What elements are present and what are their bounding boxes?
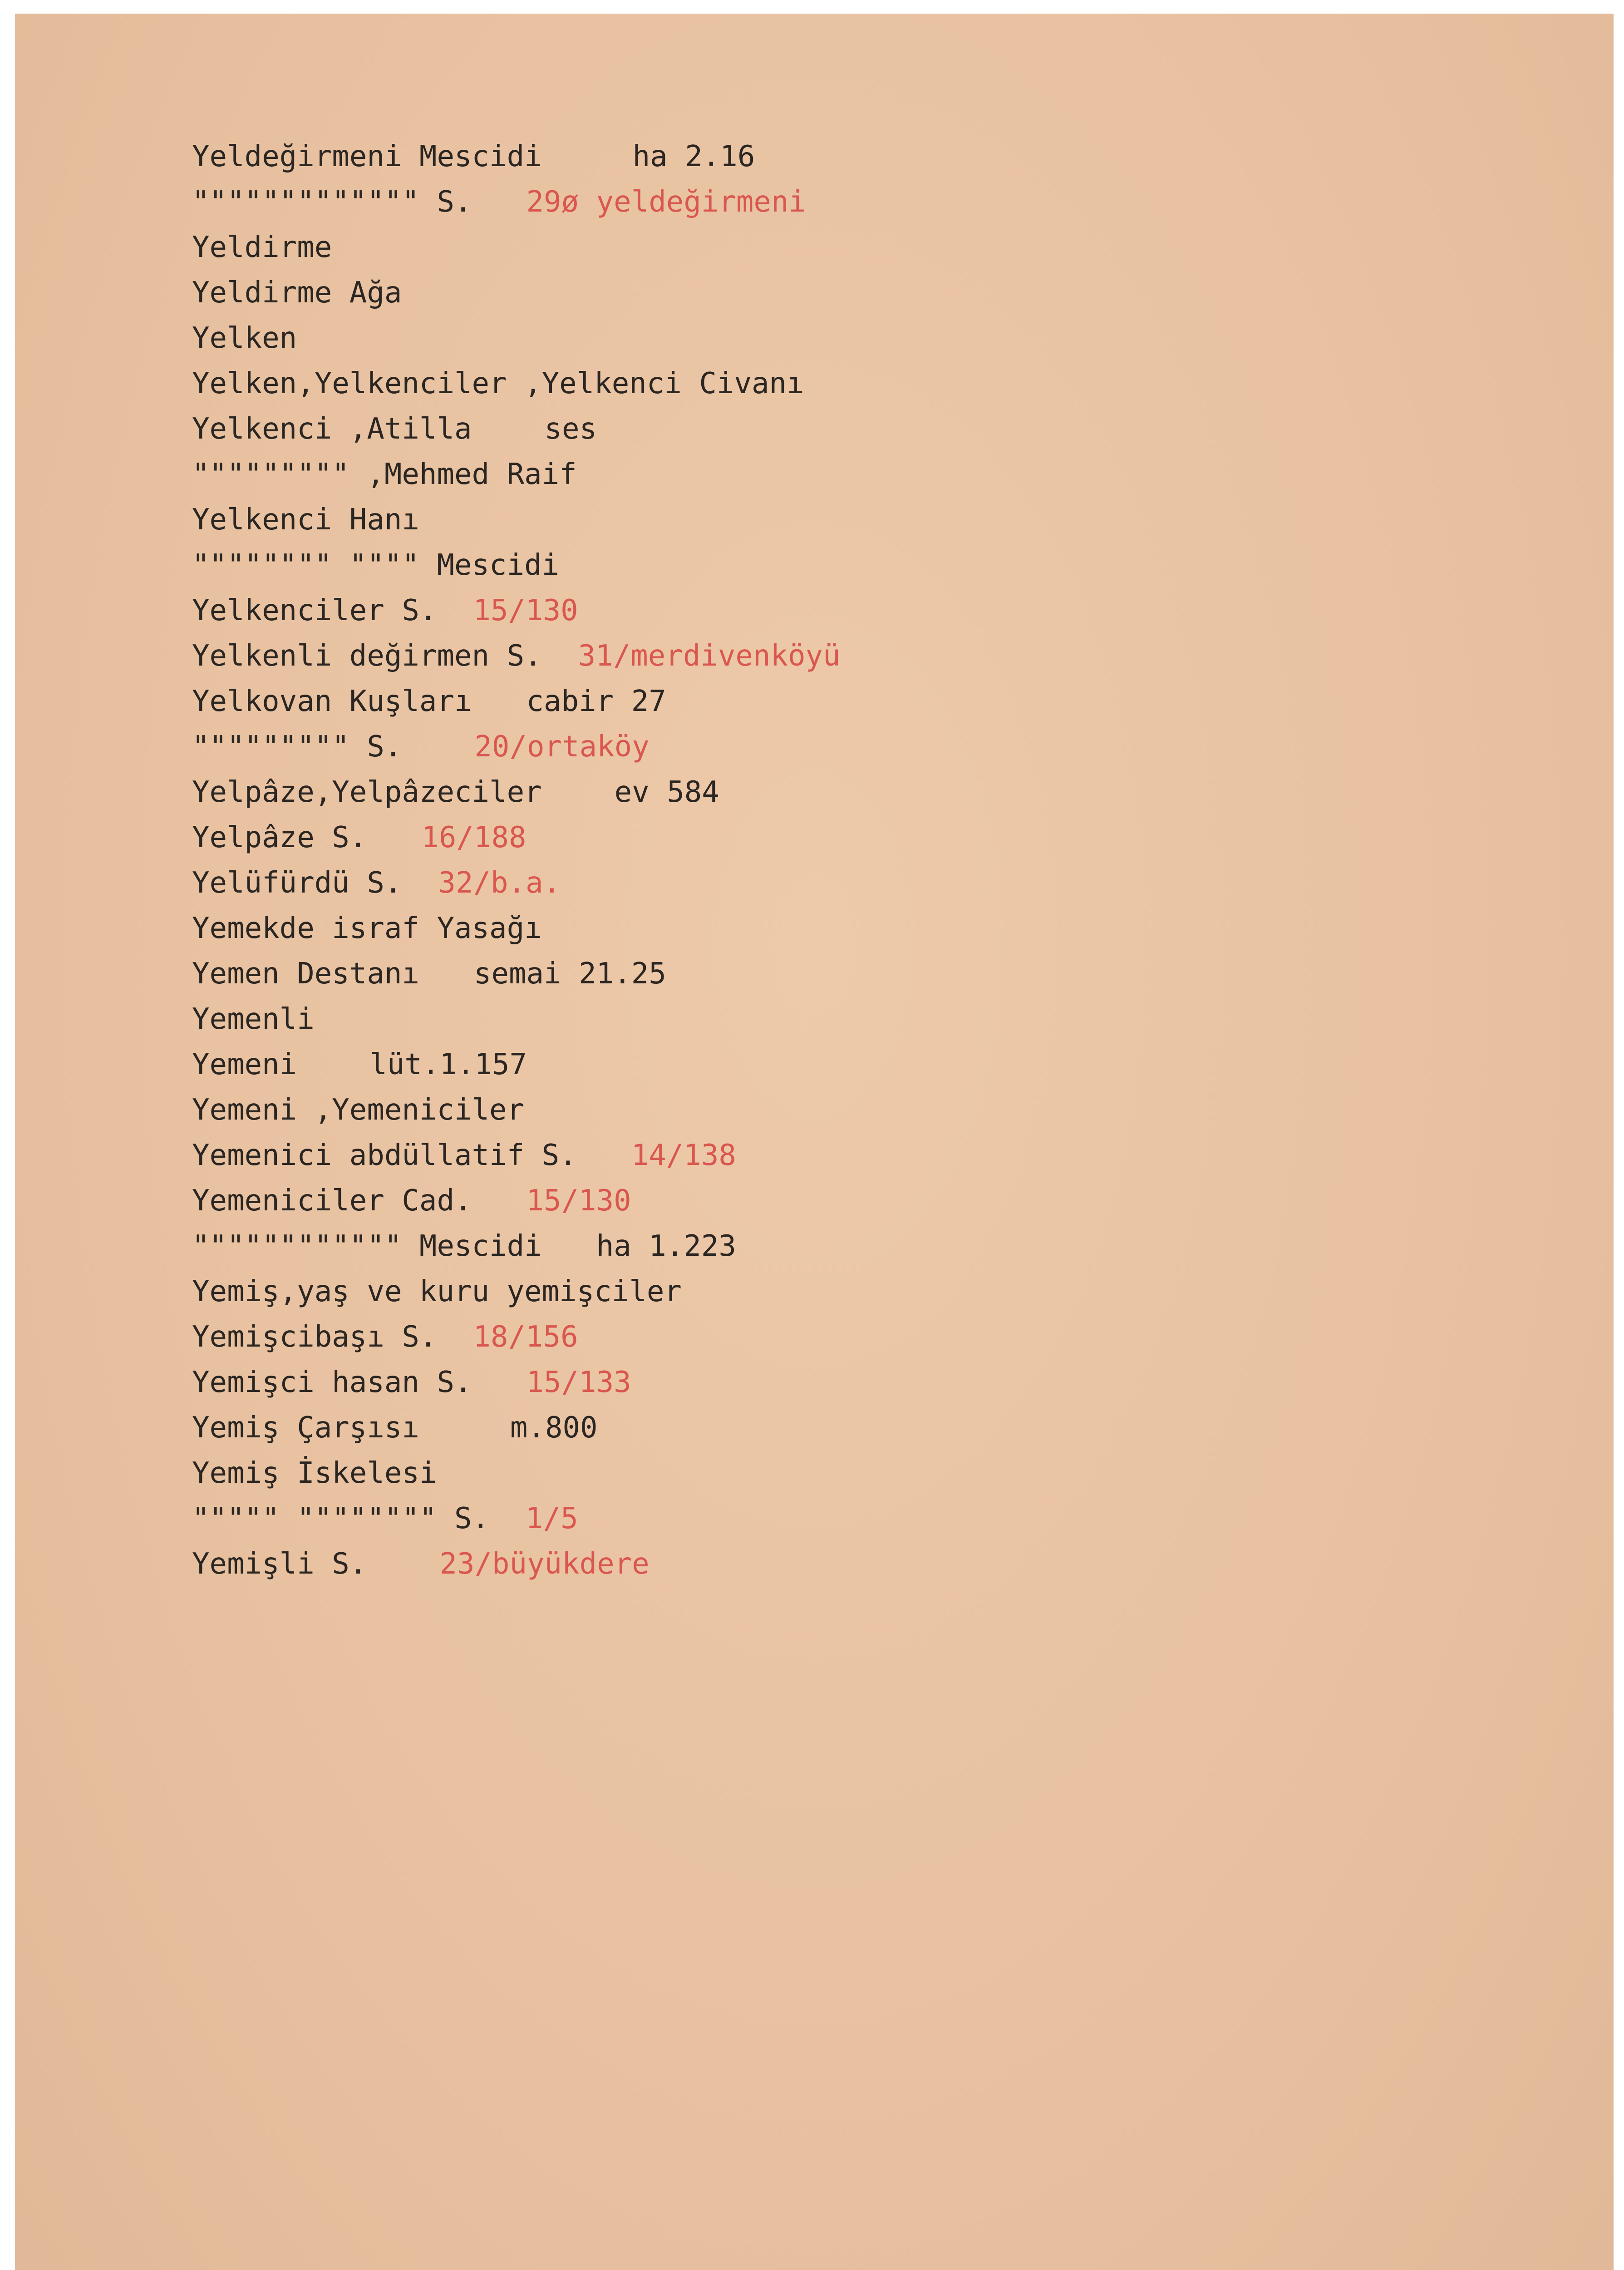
entry-term: Yemeni ,Yemeniciler — [192, 1093, 525, 1127]
entry-location-note: 15/133 — [526, 1366, 631, 1399]
index-entry — [192, 134, 841, 179]
paper-sheet — [15, 14, 1614, 2270]
index-entry — [192, 860, 841, 906]
index-entry — [192, 543, 841, 588]
entry-term: Yemeni — [192, 1048, 297, 1081]
index-entry — [192, 815, 841, 860]
entry-term: Yeldirme Ağa — [192, 276, 402, 310]
entry-term: Yelkenci ,Atilla — [192, 412, 472, 446]
entry-reference: lüt.1.157 — [369, 1048, 527, 1081]
index-entry — [192, 633, 841, 679]
index-entry — [192, 406, 841, 452]
entry-location-note: 32/b.a. — [438, 866, 561, 900]
index-entry — [192, 225, 841, 270]
index-entry — [192, 679, 841, 724]
entry-location-note: 15/130 — [473, 594, 578, 627]
index-entry — [192, 270, 841, 316]
index-entry — [192, 951, 841, 997]
entry-term: """"""""""""" S. — [192, 185, 472, 219]
entry-location-note: 23/büyükdere — [439, 1547, 650, 1581]
entry-term: Yemeniciler Cad. — [192, 1184, 472, 1218]
index-entry — [192, 361, 841, 406]
index-entry — [192, 1087, 841, 1133]
entry-term: """""""""""" Mescidi — [192, 1229, 542, 1263]
entry-location-note: 20/ortaköy — [474, 730, 650, 764]
entry-term: """""""" """" Mescidi — [192, 548, 560, 582]
entry-term: Yemekde israf Yasağı — [192, 912, 542, 945]
index-entry — [192, 497, 841, 543]
index-entry — [192, 1496, 841, 1541]
index-entry — [192, 1405, 841, 1451]
index-entry — [192, 1269, 841, 1314]
index-entry — [192, 1133, 841, 1178]
index-entry — [192, 997, 841, 1042]
entry-term: Yelken,Yelkenciler ,Yelkenci Civanı — [192, 367, 804, 400]
index-entry — [192, 316, 841, 361]
entry-term: Yelpâze,Yelpâzeciler — [192, 775, 542, 809]
entry-reference: ev 584 — [614, 775, 719, 809]
entry-term: Yelüfürdü S. — [192, 866, 402, 900]
entry-term: """"""""" S. — [192, 730, 402, 764]
entry-term: Yelkenli değirmen S. — [192, 639, 542, 673]
entry-term: Yemişcibaşı S. — [192, 1320, 437, 1354]
entry-term: Yelken — [192, 321, 297, 355]
index-entry — [192, 770, 841, 815]
index-entry — [192, 588, 841, 633]
entry-location-note: 18/156 — [473, 1320, 578, 1354]
index-entry — [192, 1541, 841, 1587]
index-entry — [192, 1360, 841, 1405]
index-entry — [192, 452, 841, 497]
entry-term: Yeldeğirmeni Mescidi — [192, 140, 542, 173]
index-entry — [192, 179, 841, 225]
entry-location-note: 29ø yeldeğirmeni — [526, 185, 806, 219]
index-entry — [192, 1451, 841, 1496]
entry-term: Yemen Destanı — [192, 957, 419, 991]
entry-term: Yemişli S. — [192, 1547, 367, 1581]
entry-location-note: 14/138 — [631, 1139, 736, 1172]
entry-reference: ha 2.16 — [632, 140, 755, 173]
entry-term: Yelkenci Hanı — [192, 503, 419, 537]
entry-term: Yemiş,yaş ve kuru yemişciler — [192, 1275, 682, 1308]
index-entry — [192, 1178, 841, 1224]
entry-reference: semai 21.25 — [473, 957, 666, 991]
entry-location-note: 1/5 — [526, 1502, 578, 1535]
entry-reference: ha 1.223 — [596, 1229, 736, 1263]
entry-reference: cabir 27 — [526, 685, 666, 718]
entry-reference: ses — [544, 412, 597, 446]
entry-term: Yelpâze S. — [192, 821, 367, 854]
entry-term: Yemişci hasan S. — [192, 1366, 472, 1399]
index-entry — [192, 1314, 841, 1360]
entry-term: Yelkenciler S. — [192, 594, 437, 627]
entry-term: """"" """""""" S. — [192, 1502, 490, 1535]
entry-term: Yemiş İskelesi — [192, 1456, 437, 1490]
index-entry — [192, 906, 841, 951]
index-entry — [192, 1042, 841, 1087]
entry-term: Yemiş Çarşısı — [192, 1411, 419, 1445]
entry-location-note: 15/130 — [526, 1184, 631, 1218]
index-entry — [192, 1224, 841, 1269]
index-entry — [192, 724, 841, 770]
entry-reference: m.800 — [510, 1411, 598, 1445]
entry-term: Yemenici abdüllatif S. — [192, 1139, 577, 1172]
entry-term: Yelkovan Kuşları — [192, 685, 472, 718]
entry-term: Yemenli — [192, 1002, 315, 1036]
entry-term: Yeldirme — [192, 231, 332, 264]
entry-term: """"""""" ,Mehmed Raif — [192, 458, 577, 491]
index-entry-list — [192, 134, 841, 1587]
entry-location-note: 31/merdivenköyü — [578, 639, 841, 673]
entry-location-note: 16/188 — [421, 821, 527, 854]
